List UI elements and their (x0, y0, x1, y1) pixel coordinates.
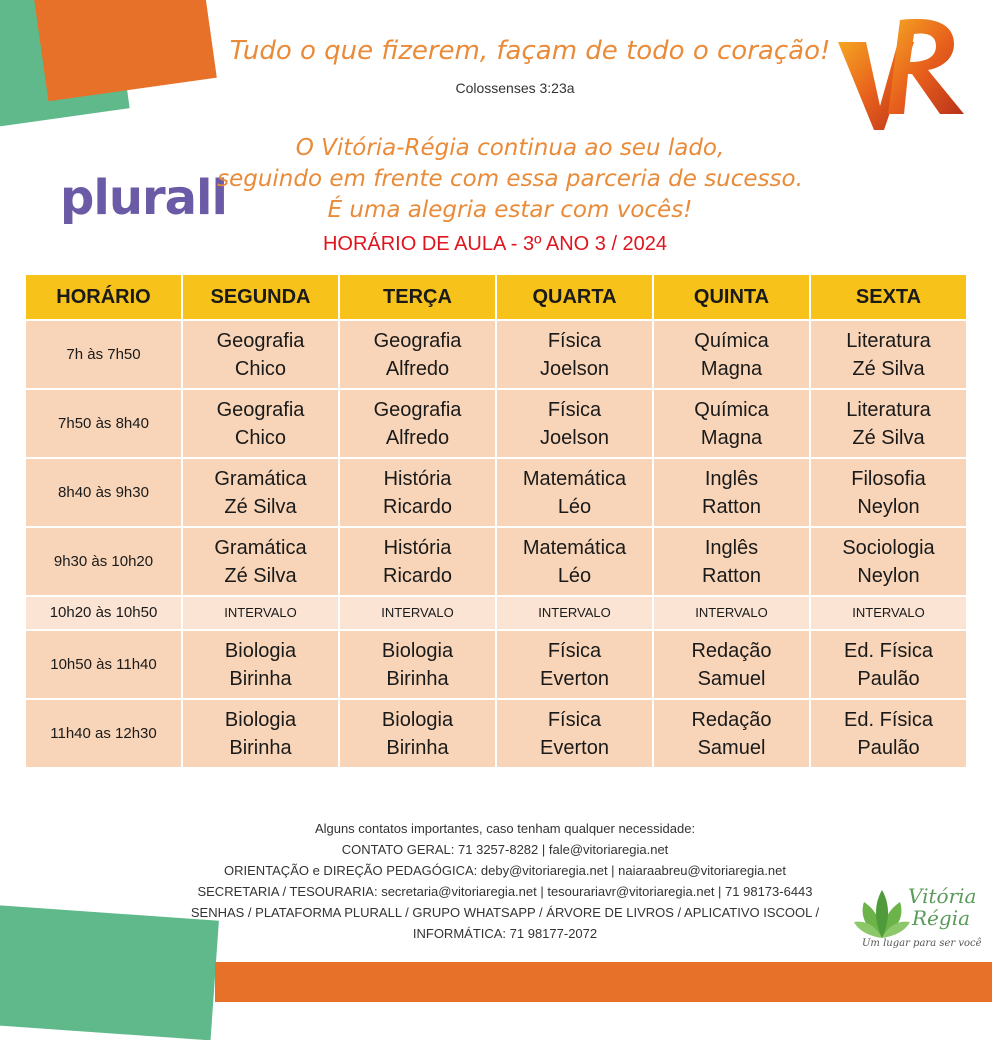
class-cell (496, 389, 653, 458)
class-cell (339, 389, 496, 458)
break-cell: INTERVALO (182, 596, 339, 630)
class-cell (810, 458, 967, 527)
contact-line: Alguns contatos importantes, caso tenham qualquer necessidade: (314, 821, 696, 836)
class-cell (182, 527, 339, 596)
class-cell (496, 699, 653, 768)
teacher: Ratton (702, 495, 761, 518)
teacher: Zé Silva (852, 357, 925, 380)
teacher: Birinha (229, 736, 292, 759)
class-cell (496, 320, 653, 389)
table-row (25, 458, 967, 527)
class-cell (182, 320, 339, 389)
schedule-body (25, 320, 967, 768)
column-header-time: HORÁRIO (25, 274, 182, 320)
partnership-message (175, 133, 845, 226)
class-cell (339, 320, 496, 389)
class-cell (653, 527, 810, 596)
teacher: Chico (234, 357, 287, 380)
subject: Geografia (373, 329, 462, 352)
class-cell (182, 699, 339, 768)
footer-logo-name-line2: Régia (912, 906, 971, 930)
time-slot: 10h50 às 11h40 (25, 630, 182, 699)
teacher: Everton (540, 736, 609, 759)
teacher: Samuel (697, 736, 766, 759)
subject: História (383, 536, 452, 559)
class-cell (182, 630, 339, 699)
teacher: Zé Silva (224, 495, 297, 518)
subject: Redação (691, 708, 772, 731)
class-cell (653, 458, 810, 527)
subject: Ed. Física (844, 639, 933, 662)
break-cell: INTERVALO (810, 596, 967, 630)
subject: Gramática (214, 467, 307, 490)
message-line: É uma alegria estar com vocês! (327, 197, 693, 223)
table-row (25, 389, 967, 458)
time-slot: 11h40 as 12h30 (25, 699, 182, 768)
teacher: Léo (557, 495, 592, 518)
class-cell (496, 458, 653, 527)
class-cell (339, 699, 496, 768)
time-slot: 9h30 às 10h20 (25, 527, 182, 596)
time-slot: 8h40 às 9h30 (25, 458, 182, 527)
break-cell: INTERVALO (339, 596, 496, 630)
table-row (25, 630, 967, 699)
teacher: Everton (540, 667, 609, 690)
decor-orange-bar-bottom (215, 962, 992, 1002)
subject: Matemática (522, 467, 627, 490)
teacher: Samuel (697, 667, 766, 690)
footer-logo-slogan: Um lugar para ser você (862, 938, 982, 949)
class-cell (496, 527, 653, 596)
teacher: Neylon (857, 564, 920, 587)
table-row (25, 320, 967, 389)
teacher: Birinha (386, 667, 449, 690)
contact-line: ORIENTAÇÃO e DIREÇÃO PEDAGÓGICA: deby@vitoriaregia.net | naiaraabreu@vitoriaregia.net (223, 863, 787, 878)
column-header-tuesday: TERÇA (339, 274, 496, 320)
break-cell: INTERVALO (653, 596, 810, 630)
class-cell (653, 630, 810, 699)
subject: Ed. Física (844, 708, 933, 731)
teacher: Zé Silva (224, 564, 297, 587)
subject: Literatura (846, 398, 931, 421)
subject: Biologia (224, 708, 297, 731)
teacher: Magna (700, 357, 763, 380)
teacher: Ricardo (383, 564, 452, 587)
subject: Geografia (216, 398, 305, 421)
teacher: Chico (234, 426, 287, 449)
contact-line: CONTATO GERAL: 71 3257-8282 | fale@vitoriaregia.net (341, 842, 669, 857)
break-cell: INTERVALO (496, 596, 653, 630)
message-line: O Vitória-Régia continua ao seu lado, (295, 135, 725, 161)
subject: Matemática (522, 536, 627, 559)
class-cell (810, 699, 967, 768)
subject: Física (547, 708, 602, 731)
contact-line: INFORMÁTICA: 71 98177-2072 (412, 926, 598, 941)
table-row (25, 699, 967, 768)
teacher: Joelson (540, 357, 609, 380)
schedule-title: HORÁRIO DE AULA - 3º ANO 3 / 2024 (322, 233, 668, 255)
teacher: Alfredo (385, 426, 450, 449)
teacher: Ratton (702, 564, 761, 587)
plurall-logo: plurall (60, 170, 227, 226)
table-row (25, 527, 967, 596)
vr-monogram-icon (836, 14, 976, 134)
teacher: Neylon (857, 495, 920, 518)
class-cell (810, 320, 967, 389)
class-cell (339, 527, 496, 596)
column-header-monday: SEGUNDA (182, 274, 339, 320)
teacher: Paulão (857, 736, 920, 759)
subject: Gramática (214, 536, 307, 559)
message-line: seguindo em frente com essa parceria de sucesso. (217, 166, 803, 192)
teacher: Birinha (229, 667, 292, 690)
class-cell (653, 320, 810, 389)
subject: Física (547, 639, 602, 662)
teacher: Joelson (540, 426, 609, 449)
subject: Inglês (704, 536, 759, 559)
class-schedule-table (24, 273, 968, 769)
class-cell (339, 630, 496, 699)
schedule-header-row (25, 274, 967, 320)
contacts-block (140, 818, 870, 944)
subject: Literatura (846, 329, 931, 352)
footer-logo-name-line1: Vitória (908, 884, 977, 908)
class-cell (653, 699, 810, 768)
teacher: Magna (700, 426, 763, 449)
subject: Física (547, 398, 602, 421)
table-row-break (25, 596, 967, 630)
subject: Biologia (224, 639, 297, 662)
subject: Biologia (381, 639, 454, 662)
class-cell (810, 630, 967, 699)
contact-line: SENHAS / PLATAFORMA PLURALL / GRUPO WHATSAPP / ÁRVORE DE LIVROS / APLICATIVO ISCOOL / (190, 905, 820, 920)
subject: Filosofia (851, 467, 926, 490)
teacher: Paulão (857, 667, 920, 690)
class-cell (496, 630, 653, 699)
subject: História (383, 467, 452, 490)
time-slot: 7h às 7h50 (25, 320, 182, 389)
subject: Física (547, 329, 602, 352)
column-header-friday: SEXTA (810, 274, 967, 320)
bible-verse: Tudo o que fizerem, façam de todo o coração! (229, 36, 831, 66)
subject: Geografia (216, 329, 305, 352)
subject: Química (694, 329, 769, 352)
teacher: Alfredo (385, 357, 450, 380)
column-header-thursday: QUINTA (653, 274, 810, 320)
subject: Sociologia (842, 536, 935, 559)
subject: Geografia (373, 398, 462, 421)
subject: Inglês (704, 467, 759, 490)
teacher: Zé Silva (852, 426, 925, 449)
verse-reference: Colossenses 3:23a (455, 80, 575, 96)
time-slot: 10h20 às 10h50 (25, 596, 182, 630)
teacher: Ricardo (383, 495, 452, 518)
subject: Química (694, 398, 769, 421)
class-cell (182, 389, 339, 458)
teacher: Birinha (386, 736, 449, 759)
class-cell (810, 527, 967, 596)
class-cell (653, 389, 810, 458)
class-cell (810, 389, 967, 458)
contact-line: SECRETARIA / TESOURARIA: secretaria@vitoriaregia.net | tesourariavr@vitoriaregia.net | 71 98173-6443 (197, 884, 813, 899)
class-cell (182, 458, 339, 527)
time-slot: 7h50 às 8h40 (25, 389, 182, 458)
subject: Biologia (381, 708, 454, 731)
class-cell (339, 458, 496, 527)
column-header-wednesday: QUARTA (496, 274, 653, 320)
teacher: Léo (557, 564, 592, 587)
subject: Redação (691, 639, 772, 662)
